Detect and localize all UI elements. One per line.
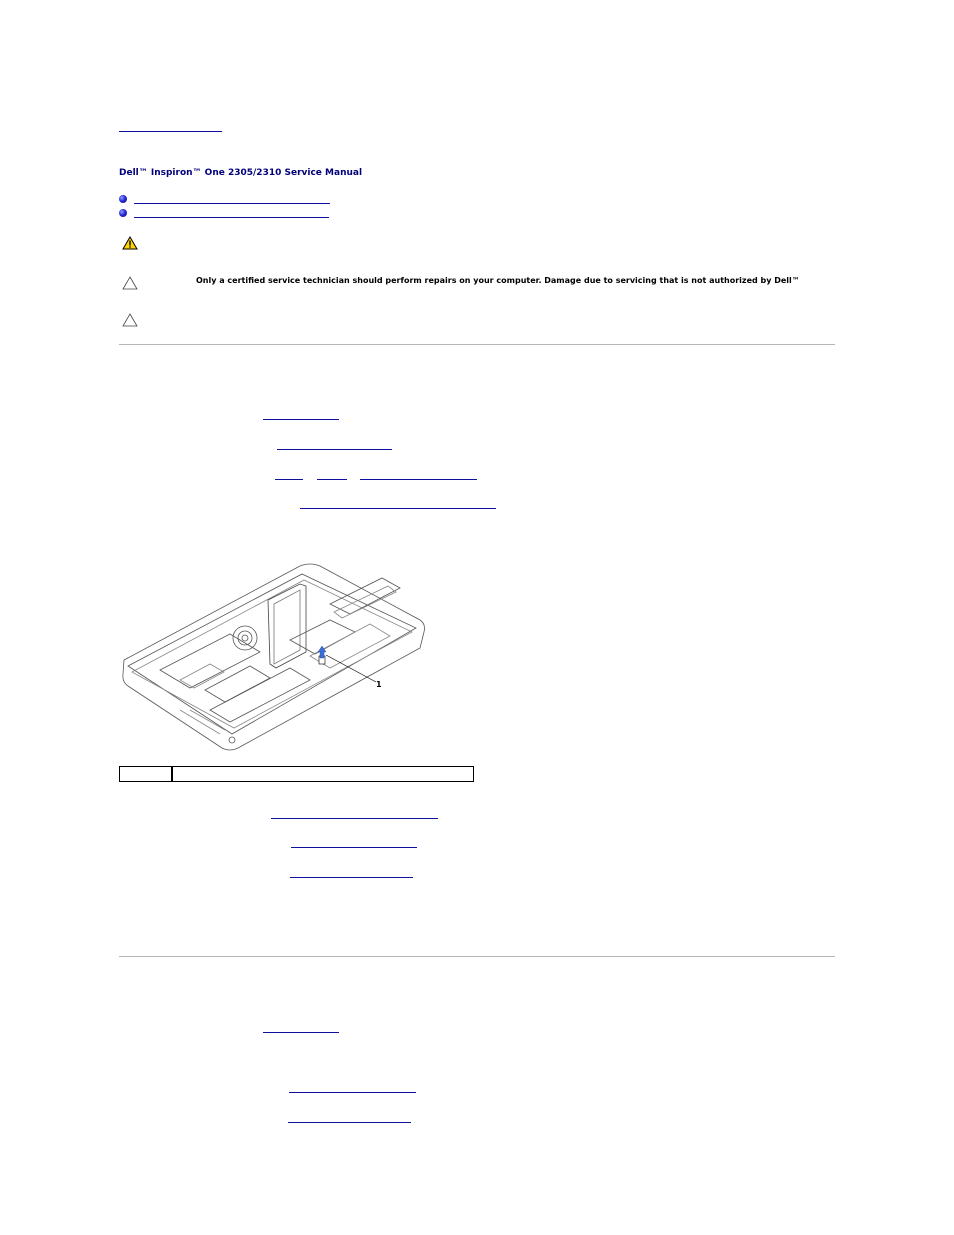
- step-link[interactable]: [317, 479, 347, 480]
- step-link[interactable]: [275, 479, 303, 480]
- section-divider: [119, 344, 835, 345]
- section-link-2[interactable]: [134, 217, 329, 218]
- step-link[interactable]: [263, 419, 339, 420]
- callout-table-divider: [171, 766, 173, 782]
- step-link[interactable]: [288, 1122, 411, 1123]
- step-link[interactable]: [263, 1032, 339, 1033]
- section-divider: [119, 956, 835, 957]
- step-link[interactable]: [277, 449, 392, 450]
- section-link-1[interactable]: [134, 203, 330, 204]
- caution-text: Only a certified service technician should perform repairs on your computer. Damage due to servicing that is not authorized by Dell™: [196, 276, 800, 285]
- computer-chassis-illustration: [120, 560, 430, 752]
- step-link[interactable]: [300, 508, 496, 509]
- back-to-contents-link[interactable]: [119, 131, 222, 132]
- figure-callout-1: 1: [376, 680, 382, 689]
- warning-triangle-icon: [122, 236, 138, 250]
- page-title: Dell™ Inspiron™ One 2305/2310 Service Manual: [119, 168, 363, 178]
- blue-bullet-icon: [119, 195, 127, 203]
- step-link[interactable]: [290, 877, 413, 878]
- step-link[interactable]: [271, 818, 438, 819]
- caution-triangle-icon: [122, 276, 138, 290]
- step-link[interactable]: [291, 847, 417, 848]
- step-link[interactable]: [360, 479, 477, 480]
- step-link[interactable]: [289, 1092, 416, 1093]
- caution-triangle-icon: [122, 313, 138, 327]
- blue-bullet-icon: [119, 209, 127, 217]
